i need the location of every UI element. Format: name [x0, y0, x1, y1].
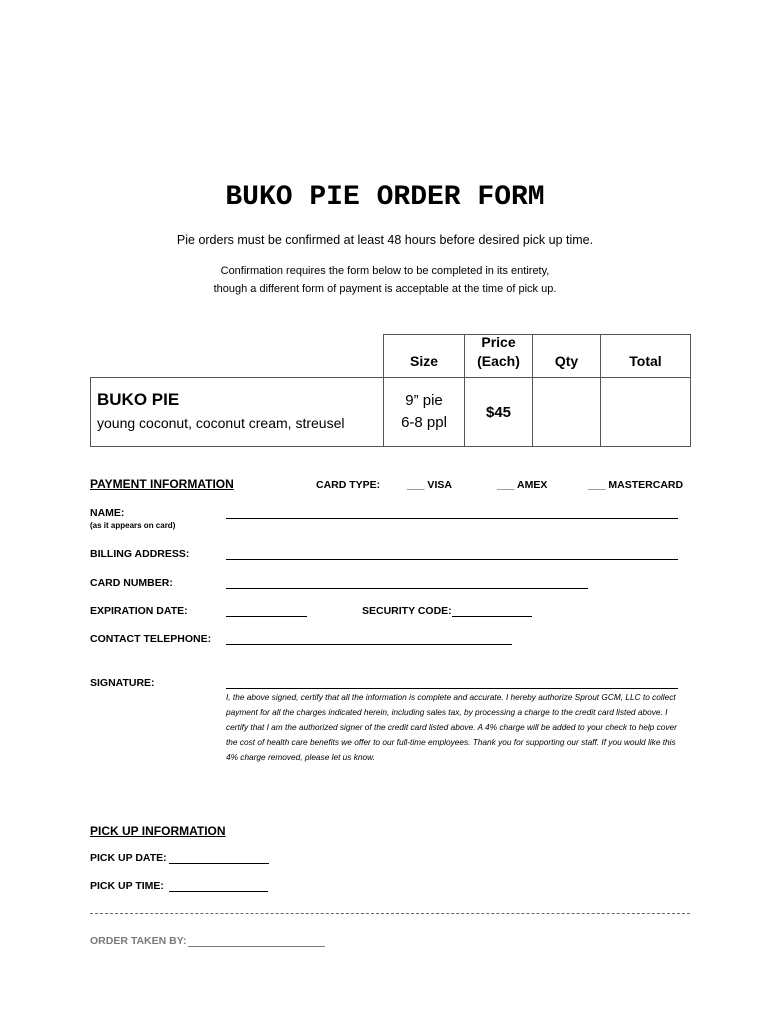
header-total — [600, 334, 691, 378]
pickup-section-title: PICK UP INFORMATION — [90, 824, 226, 838]
signature-label: SIGNATURE: — [90, 677, 155, 689]
header-price-each-label: (Each) — [477, 353, 520, 369]
product-size-pie: 9” pie — [405, 392, 443, 409]
pickup-date-label: PICK UP DATE: — [90, 852, 167, 864]
card-option-mastercard[interactable]: ___ MASTERCARD — [588, 479, 684, 491]
billing-address-field[interactable] — [226, 559, 678, 560]
product-size-servings: 6-8 ppl — [401, 414, 447, 431]
pickup-date-field[interactable] — [169, 863, 269, 864]
order-taken-label: ORDER TAKEN BY: — [90, 935, 187, 947]
cut-line-divider — [90, 913, 690, 914]
header-size — [383, 334, 465, 378]
card-number-field[interactable] — [226, 588, 588, 589]
product-price — [464, 377, 533, 447]
confirmation-notice — [0, 262, 770, 298]
security-code-field[interactable] — [452, 616, 532, 617]
card-option-visa[interactable]: ___ VISA — [407, 479, 452, 491]
billing-address-label: BILLING ADDRESS: — [90, 548, 190, 560]
payment-section-title: PAYMENT INFORMATION — [90, 477, 234, 491]
pickup-time-label: PICK UP TIME: — [90, 880, 164, 892]
product-cell — [90, 377, 384, 447]
pickup-time-field[interactable] — [169, 891, 268, 892]
name-label: NAME: — [90, 507, 125, 519]
header-qty-label: Qty — [554, 353, 579, 369]
card-type-label: CARD TYPE: — [316, 479, 381, 491]
header-price — [464, 334, 533, 378]
pickup-notice: Pie orders must be confirmed at least 48 hours before desired pick up time. — [176, 233, 594, 247]
page-title: BUKO PIE ORDER FORM — [225, 182, 545, 213]
header-total-label: Total — [629, 353, 662, 369]
authorization-statement: I, the above signed, certify that all the information is complete and accurate. I hereby authorize Sprout GCM, LLC to collect payment for all the charges indicated herein, including sales tax, by processing a charge to the credit card listed above. I certify that I am the authorized signer of the credit card listed above. A 4% charge will be added to your check to help cover the cost of health care benefits we offer to our full-time employees. Thank you for supporting our staff. If you would like this 4% charge removed, please let us know. — [226, 692, 677, 762]
order-taken-field[interactable] — [188, 946, 325, 947]
product-price-value: $45 — [485, 403, 512, 421]
product-total-input[interactable] — [600, 377, 691, 447]
header-price-label: Price — [481, 334, 516, 350]
header-size-label: Size — [409, 353, 438, 369]
confirmation-line-1: Confirmation requires the form below to be completed in its entirety, — [220, 265, 550, 277]
header-qty — [532, 334, 601, 378]
product-name: BUKO PIE — [97, 390, 180, 409]
product-size — [383, 377, 465, 447]
name-field[interactable] — [226, 518, 678, 519]
expiration-date-label: EXPIRATION DATE: — [90, 605, 188, 617]
card-number-label: CARD NUMBER: — [90, 577, 173, 589]
product-description: young coconut, coconut cream, streusel — [97, 415, 345, 431]
product-qty-input[interactable] — [532, 377, 601, 447]
name-note: (as it appears on card) — [90, 521, 176, 530]
signature-field[interactable] — [226, 688, 678, 689]
card-option-amex[interactable]: ___ AMEX — [497, 479, 548, 491]
expiration-date-field[interactable] — [226, 616, 307, 617]
contact-telephone-field[interactable] — [226, 644, 512, 645]
confirmation-line-2: though a different form of payment is acceptable at the time of pick up. — [213, 283, 557, 295]
security-code-label: SECURITY CODE: — [362, 605, 452, 617]
contact-telephone-label: CONTACT TELEPHONE: — [90, 633, 212, 645]
